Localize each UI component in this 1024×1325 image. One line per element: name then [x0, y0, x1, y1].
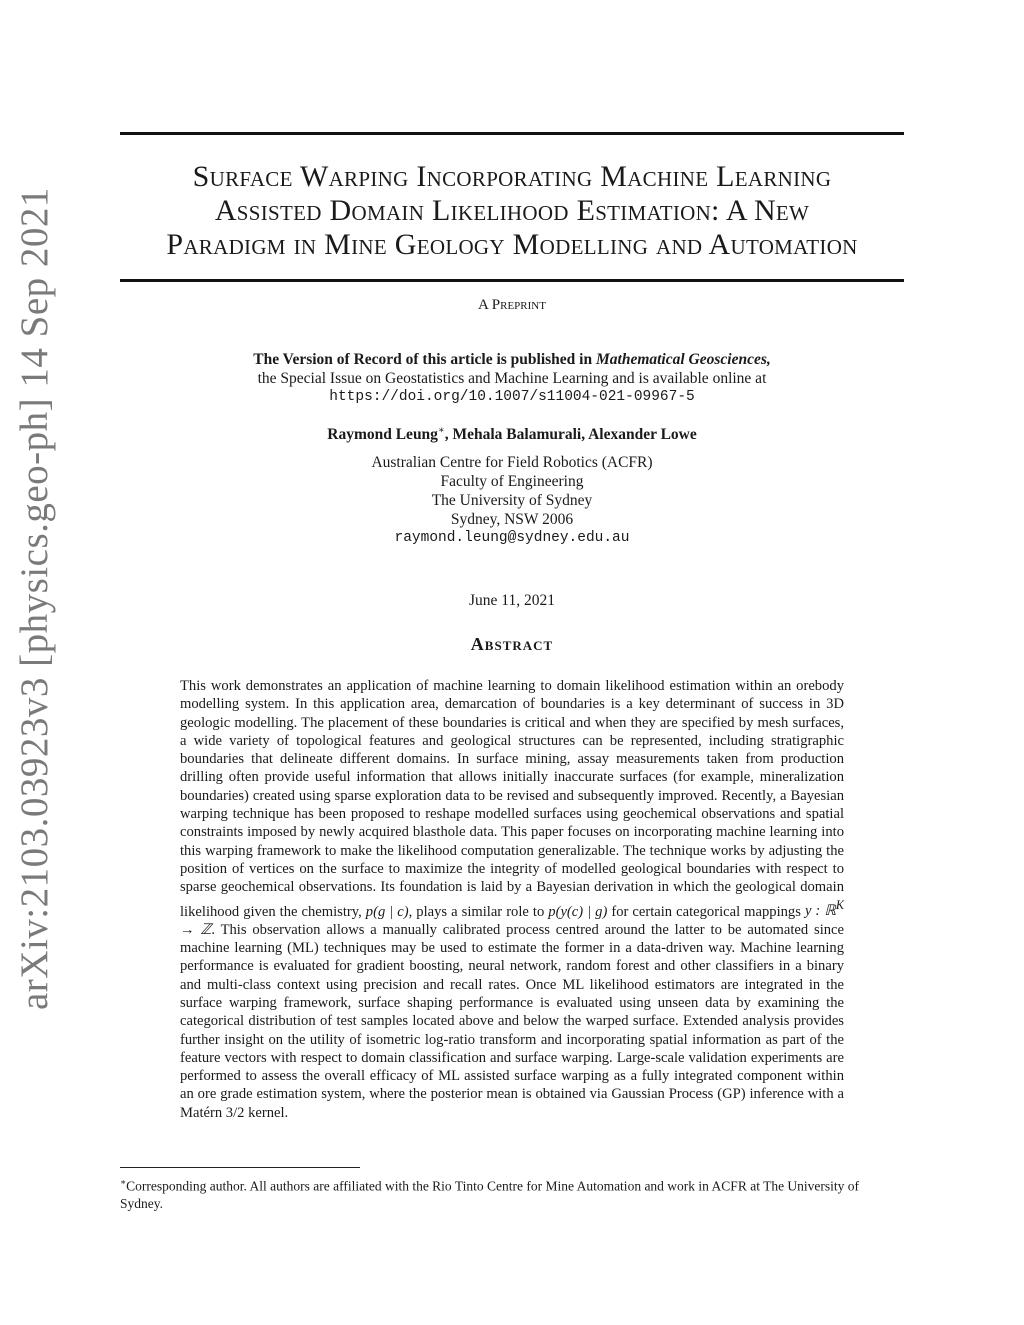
title-top-rule: [120, 132, 904, 135]
paper-title: [120, 160, 904, 262]
title-bottom-rule: [120, 279, 904, 282]
doi-link[interactable]: https://doi.org/10.1007/s11004-021-09967-5: [329, 389, 695, 405]
vor-line-2: the Special Issue on Geostatistics and Machine Learning and is available online at: [257, 370, 767, 387]
title-line-2: Assisted Domain Likelihood Estimation: A New: [214, 194, 810, 227]
version-of-record-notice: [120, 350, 904, 407]
author-rest: , Mehala Balamurali, Alexander Lowe: [444, 426, 697, 444]
vor-lead: The Version of Record of this article is published in: [253, 351, 593, 368]
preprint-label: A Preprint: [478, 297, 546, 313]
affiliation-line-2: Faculty of Engineering: [440, 473, 584, 490]
affiliation-line-4: Sydney, NSW 2006: [450, 511, 574, 528]
affiliation-line-3: The University of Sydney: [431, 492, 593, 509]
footnote: ∗Corresponding author. All authors are affiliated with the Rio Tinto Centre for Mine Automation and work in ACFR at The University of Sydney.: [120, 1177, 860, 1211]
affiliation: [120, 453, 904, 548]
math-p-y-given-g: p(y(c) | g): [548, 903, 608, 920]
footnote-mark: ∗: [120, 1177, 127, 1187]
affiliation-line-1: Australian Centre for Field Robotics (ACFR): [371, 454, 653, 471]
math-mapping: y : ℝ$^K$ → ℤ: [180, 898, 844, 938]
publication-date: June 11, 2021: [469, 592, 555, 609]
math-p-g-given-c: p(g | c): [365, 903, 409, 920]
corresponding-mark: ∗: [437, 425, 445, 436]
arxiv-identifier: arXiv:2103.03923v3 [physics.geo-ph] 14 Sep 2021: [13, 187, 56, 1010]
journal-name: Mathematical Geosciences,: [595, 351, 771, 368]
title-line-3: Paradigm in Mine Geology Modelling and Automation: [166, 228, 858, 261]
title-line-1: Surface Warping Incorporating Machine Learning: [192, 160, 832, 193]
abstract-body: This work demonstrates an application of machine learning to domain likelihood estimation within an orebody modelling system. In this application area, demarcation of boundaries is a key determinant of success in 3D geologic modelling. The placement of these boundaries is critical and when they are specified by mesh surfaces, a wide variety of topological features and geological structures can be represented, including stratigraphic boundaries that delineate different domains. In surface mining, assay measurements taken from production drilling often provide useful information that allows initially inaccurate surfaces (for example, mineralization boundaries) created using sparse exploration data to be revised and subsequently improved. Recently, a Bayesian warping technique has been proposed to reshape modelled surfaces using geochemical observations and spatial constraints imposed by newly acquired blasthole data. This paper focuses on incorporating machine learning into this warping framework to make the likelihood computation generalizable. The technique works by adjusting the position of vertices on the surface to maximize the integrity of modelled geological boundaries with respect to sparse geochemical observations. Its foundation is laid by a Bayesian derivation in which the geological domain likelihood given the chemistry, p(g | c), plays a similar role to p(y(c) | g) for certain categorical mappings y : ℝ$^K$ → ℤ. This observation allows a manually calibrated process centred around the latter to be automated since machine learning (ML) techniques may be used to estimate the former in a data-driven way. Machine learning performance is evaluated for gradient boosting, neural network, random forest and other classifiers in a binary and multi-class context using precision and recall rates. Once ML likelihood estimators are integrated in the surface warping framework, surface shaping performance is evaluated using unseen data by examining the categorical distribution of test samples located above and below the warped surface. Extended analysis provides further insight on the utility of isometric log-ratio transform and incorporating spatial information as part of the feature vectors with respect to domain classification and surface warping. Large-scale validation experiments are performed to assess the overall efficacy of ML assisted surface warping as a fully integrated component within an ore grade estimation system, where the posterior mean is obtained via Gaussian Process (GP) inference with a Matérn 3/2 kernel.: [180, 678, 844, 1121]
author-list: [120, 425, 904, 444]
abstract-heading: Abstract: [470, 634, 554, 654]
footnote-rule: [120, 1167, 360, 1168]
author-email[interactable]: raymond.leung@sydney.edu.au: [394, 530, 630, 546]
author-first: Raymond Leung: [327, 426, 438, 444]
